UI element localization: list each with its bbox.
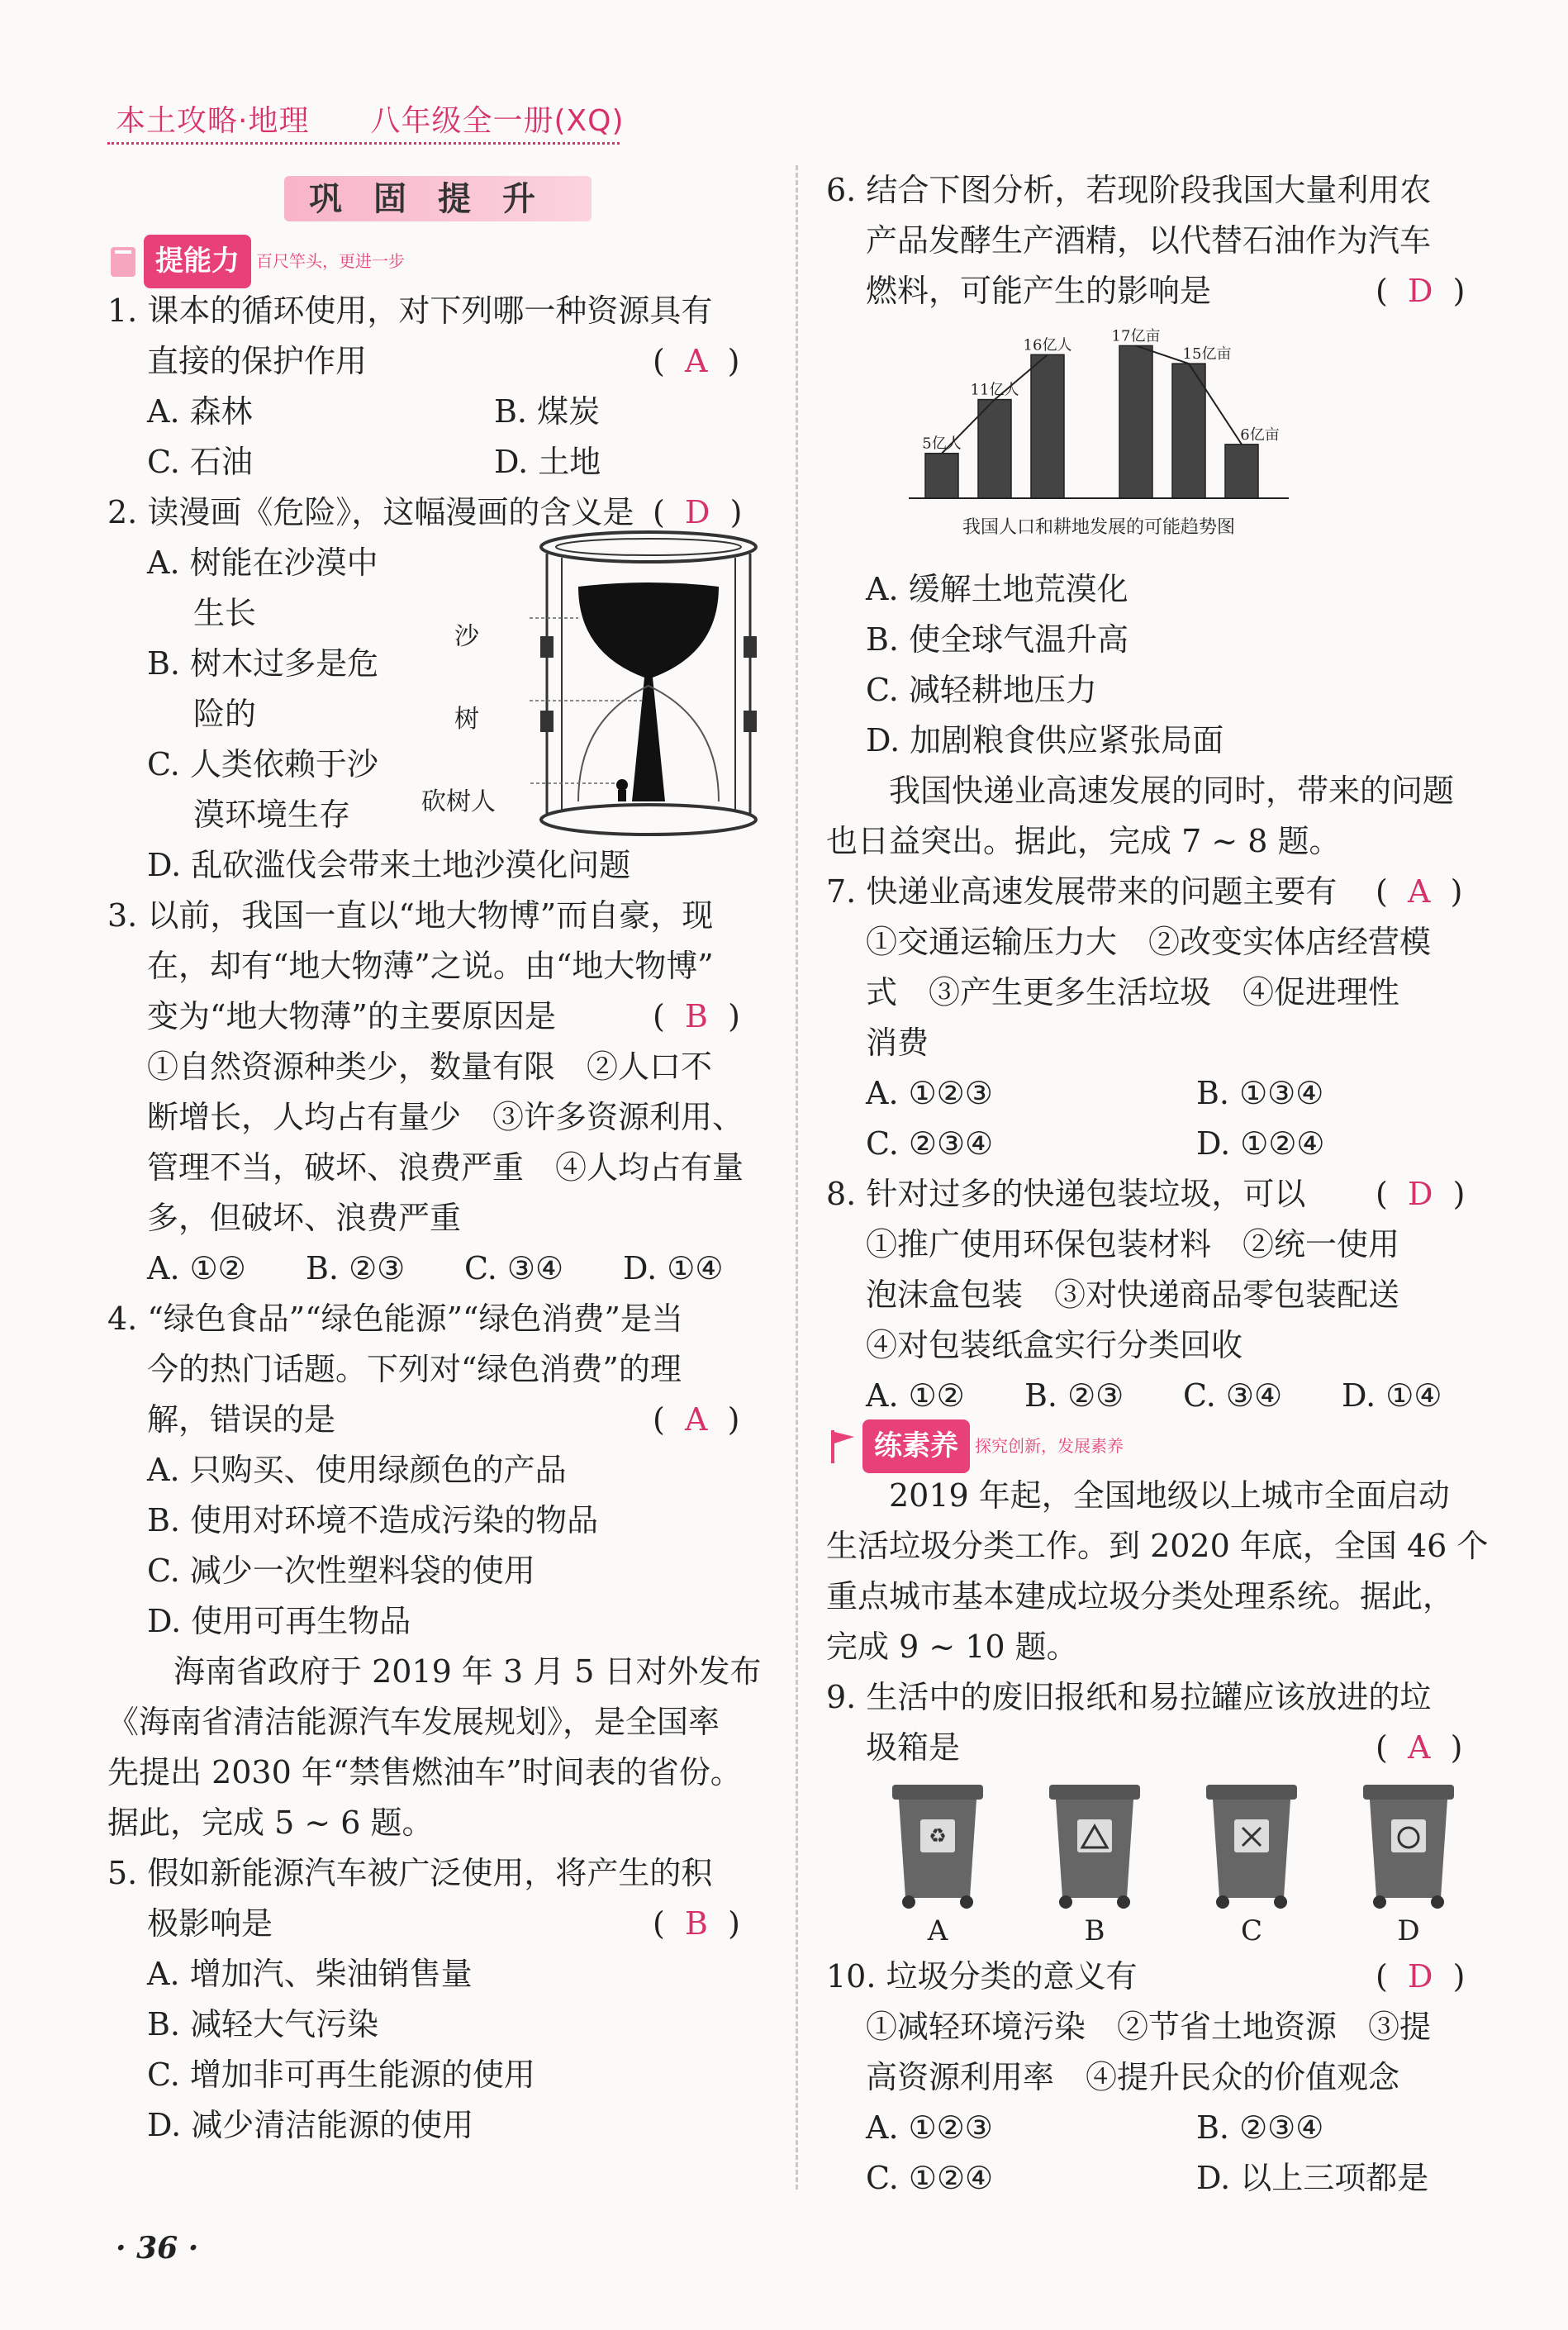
q7-option-c: C. ②③④ xyxy=(866,1125,994,1162)
column-divider xyxy=(796,165,798,2190)
q10-option-b: B. ②③④ xyxy=(1196,2109,1324,2146)
question-4 xyxy=(107,1294,768,1647)
bin-label-c: C xyxy=(1240,1914,1262,1947)
q5-option-d: D. 减少清洁能源的使用 xyxy=(147,2107,474,2143)
q1-answer: ( A ) xyxy=(653,343,740,379)
q8-option-d: D. ①④ xyxy=(1342,1377,1442,1414)
q3-option-b: B. ②③ xyxy=(306,1250,406,1286)
q9-line2 xyxy=(826,1723,1487,1773)
q4-option-a: A. 只购买、使用绿颜色的产品 xyxy=(147,1452,567,1488)
book-icon xyxy=(107,242,140,280)
q7-options-row2 xyxy=(826,1119,1487,1169)
q7-line1 xyxy=(826,867,1487,917)
q3-line3-text: 变为“地大物薄”的主要原因是 xyxy=(147,998,556,1034)
q8-line2: ①推广使用环保包装材料 ②统一使用 xyxy=(866,1226,1400,1262)
q2-answer-letter: D xyxy=(684,494,710,530)
section-title: 巩固提升 xyxy=(284,176,592,221)
q2-option-b-cont: 险的 xyxy=(193,696,257,732)
p78-line1: 我国快递业高速发展的同时，带来的问题 xyxy=(889,773,1455,809)
q4-option-b: B. 使用对环境不造成污染的物品 xyxy=(147,1502,599,1538)
question-5 xyxy=(107,1848,768,2151)
q5-answer-letter: B xyxy=(684,1905,708,1942)
q8-options xyxy=(826,1371,1487,1421)
q8-line3: 泡沫盒包装 ③对快递商品零包装配送 xyxy=(866,1277,1400,1313)
q2-stem: 2. 读漫画《危险》，这幅漫画的含义是 xyxy=(107,494,634,530)
q4-option-c: C. 减少一次性塑料袋的使用 xyxy=(147,1553,535,1589)
q10-line2: ①减轻环境污染 ②节省土地资源 ③提 xyxy=(866,2009,1432,2045)
q3-option-d: D. ①④ xyxy=(623,1250,724,1286)
q7-stem: 7. 快递业高速发展带来的问题主要有 xyxy=(826,873,1338,910)
q4-line3 xyxy=(107,1395,768,1445)
passage-5-6 xyxy=(107,1647,768,1848)
q1-option-c: C. 石油 xyxy=(147,444,253,480)
question-1 xyxy=(107,286,768,487)
q10-option-a: A. ①②③ xyxy=(866,2109,993,2146)
q1-options-row2 xyxy=(107,437,768,487)
p910-line3: 重点城市基本建成垃圾分类处理系统。据此， xyxy=(826,1578,1455,1614)
question-3 xyxy=(107,891,768,1294)
q8-line4: ④对包装纸盒实行分类回收 xyxy=(866,1327,1243,1363)
q1-option-d: D. 土地 xyxy=(494,444,601,480)
bin-label-d: D xyxy=(1397,1914,1420,1947)
banner-tag: 练素养 xyxy=(862,1419,970,1473)
q3-line6: 管理不当，破坏、浪费严重 ④人均占有量 xyxy=(147,1149,744,1186)
q8-stem: 8. 针对过多的快递包装垃圾，可以 xyxy=(826,1176,1306,1212)
q7-line2: ①交通运输压力大 ②改变实体店经营模 xyxy=(866,924,1432,960)
hourglass-icon xyxy=(529,529,768,843)
bar-0-1 xyxy=(978,400,1011,498)
bin-label-b: B xyxy=(1084,1914,1105,1947)
q7-option-d: D. ①②④ xyxy=(1196,1125,1325,1162)
p56-line3: 先提出 2030 年“禁售燃油车”时间表的省份。 xyxy=(107,1754,742,1790)
p910-line1: 2019 年起，全国地级以上城市全面启动 xyxy=(889,1477,1450,1514)
trash-bins xyxy=(876,1778,1471,1952)
q4-line3-text: 解，错误的是 xyxy=(147,1401,336,1438)
q5-line1: 5. 假如新能源汽车被广泛使用，将产生的积 xyxy=(107,1855,713,1891)
left-column xyxy=(107,174,768,2151)
q10-line1 xyxy=(826,1952,1487,2002)
trash-bin-c xyxy=(1190,1778,1314,1952)
q8-option-b: B. ②③ xyxy=(1024,1377,1124,1414)
question-9 xyxy=(826,1672,1487,1952)
q9-line2-text: 圾箱是 xyxy=(866,1729,961,1766)
trend-chart-svg xyxy=(826,316,1487,564)
chart-title: 我国人口和耕地发展的可能趋势图 xyxy=(962,517,1236,538)
q5-option-a: A. 增加汽、柴油销售量 xyxy=(147,1956,473,1992)
q6-answer: ( D ) xyxy=(1376,273,1466,309)
page-header: 本土攻略·地理 八年级全一册(XQ) xyxy=(116,104,625,138)
q10-answer: ( D ) xyxy=(1376,1958,1466,1995)
svg-text:♻: ♻ xyxy=(929,1824,947,1847)
p56-line2: 《海南省清洁能源汽车发展规划》，是全国率 xyxy=(107,1704,720,1740)
q1-options-row1 xyxy=(107,387,768,437)
question-6 xyxy=(826,165,1487,766)
hourglass-cartoon xyxy=(421,529,777,843)
q3-answer-letter: B xyxy=(684,998,708,1034)
q5-option-b: B. 减轻大气污染 xyxy=(147,2006,379,2042)
banner-subtitle: 探究创新，发展素养 xyxy=(975,1435,1124,1456)
q10-line3: 高资源利用率 ④提升民众的价值观念 xyxy=(866,2059,1400,2095)
q7-line4: 消费 xyxy=(866,1025,929,1061)
q6-line2: 产品发酵生产酒精，以代替石油作为汽车 xyxy=(866,222,1432,259)
q3-answer: ( B ) xyxy=(653,998,740,1034)
q6-option-d: D. 加剧粮食供应紧张局面 xyxy=(866,722,1224,758)
q10-option-c: C. ①②④ xyxy=(866,2160,994,2196)
other-waste-bin-icon xyxy=(1198,1778,1305,1910)
q1-option-b: B. 煤炭 xyxy=(494,393,601,430)
bar-0-2 xyxy=(1031,354,1064,498)
q1-line2 xyxy=(107,336,768,387)
header-underline xyxy=(107,142,620,145)
q3-option-c: C. ③④ xyxy=(464,1250,564,1286)
q1-line: 1. 课本的循环使用，对下列哪一种资源具有 xyxy=(107,292,713,329)
passage-9-10 xyxy=(826,1471,1487,1672)
q2-option-b: B. 树木过多是危 xyxy=(147,645,379,682)
q3-options xyxy=(107,1243,768,1294)
hazardous-bin-icon xyxy=(1041,1778,1148,1910)
q2-option-a-cont: 生长 xyxy=(193,595,257,631)
q10-stem: 10. 垃圾分类的意义有 xyxy=(826,1958,1138,1995)
question-7 xyxy=(826,867,1487,1169)
question-2 xyxy=(107,487,768,891)
bar-label-0-1: 11亿人 xyxy=(970,381,1019,399)
banner-tag: 提能力 xyxy=(144,235,251,288)
q4-answer: ( A ) xyxy=(653,1401,740,1438)
q7-answer: ( A ) xyxy=(1376,873,1463,910)
bar-1-0 xyxy=(1119,345,1152,498)
banner-subtitle: 百尺竿头，更进一步 xyxy=(256,250,405,271)
q5-line2 xyxy=(107,1899,768,1949)
q3-line2: 在，却有“地大物薄”之说。由“地大物博” xyxy=(147,948,714,984)
q3-line5: 断增长，人均占有量少 ③许多资源利用、 xyxy=(147,1099,744,1135)
q4-line1: 4. “绿色食品”“绿色能源”“绿色消费”是当 xyxy=(107,1301,683,1337)
q6-option-a: A. 缓解土地荒漠化 xyxy=(866,571,1128,607)
q6-option-b: B. 使全球气温升高 xyxy=(866,621,1129,658)
question-8 xyxy=(826,1169,1487,1421)
q8-answer: ( D ) xyxy=(1376,1176,1466,1212)
q6-line3 xyxy=(826,266,1487,316)
passage-7-8 xyxy=(826,766,1487,867)
kitchen-waste-bin-icon xyxy=(1355,1778,1462,1910)
q1-answer-letter: A xyxy=(684,343,708,379)
q2-option-d: D. 乱砍滥伐会带来土地沙漠化问题 xyxy=(147,847,631,883)
trend-chart xyxy=(826,316,1487,564)
q2-option-a: A. 树能在沙漠中 xyxy=(147,544,378,581)
q2-option-c-cont: 漠环境生存 xyxy=(193,796,351,833)
q3-line1: 3. 以前，我国一直以“地大物博”而自豪，现 xyxy=(107,897,714,934)
bar-label-1-1: 15亿亩 xyxy=(1182,345,1232,364)
q1-line2-text: 直接的保护作用 xyxy=(147,343,368,379)
trash-bin-a xyxy=(876,1778,1000,1952)
p910-line4: 完成 9 ~ 10 题。 xyxy=(826,1629,1078,1665)
q9-answer: ( A ) xyxy=(1376,1729,1463,1766)
q8-answer-letter: D xyxy=(1407,1176,1433,1212)
banner-tinengli xyxy=(107,236,768,286)
q7-answer-letter: A xyxy=(1407,873,1431,910)
label-tree: 树 xyxy=(454,705,479,734)
q6-option-c: C. 减轻耕地压力 xyxy=(866,672,1097,708)
q10-option-d: D. 以上三项都是 xyxy=(1196,2160,1429,2196)
q3-line7: 多，但破坏、浪费严重 xyxy=(147,1200,462,1236)
flag-icon xyxy=(826,1427,859,1465)
q4-answer-letter: A xyxy=(684,1401,708,1438)
banner-liansuyang xyxy=(826,1421,1487,1471)
page-number: · 36 · xyxy=(116,2231,199,2266)
bar-label-0-2: 16亿人 xyxy=(1023,336,1072,354)
q6-line1: 6. 结合下图分析，若现阶段我国大量利用农 xyxy=(826,172,1432,208)
bar-label-1-0: 17亿亩 xyxy=(1111,327,1161,345)
bar-1-2 xyxy=(1225,445,1258,498)
q6-line3-text: 燃料，可能产生的影响是 xyxy=(866,273,1212,309)
p78-line2: 也日益突出。据此，完成 7 ~ 8 题。 xyxy=(826,823,1341,859)
p910-line2: 生活垃圾分类工作。到 2020 年底，全国 46 个 xyxy=(826,1528,1489,1564)
trash-bin-d xyxy=(1347,1778,1471,1952)
q5-line2-text: 极影响是 xyxy=(147,1905,273,1942)
bar-label-0-0: 5亿人 xyxy=(922,435,962,453)
label-woodcutter: 砍树人 xyxy=(421,787,496,816)
q2-option-c: C. 人类依赖于沙 xyxy=(147,746,378,782)
q3-option-a: A. ①② xyxy=(147,1250,246,1286)
q8-line1 xyxy=(826,1169,1487,1220)
recycle-bin-icon xyxy=(884,1778,991,1910)
q5-option-c: C. 增加非可再生能源的使用 xyxy=(147,2057,535,2093)
question-10 xyxy=(826,1952,1487,2204)
q10-options-row2 xyxy=(826,2153,1487,2204)
right-column xyxy=(826,165,1487,2204)
q10-options-row1 xyxy=(826,2103,1487,2153)
p56-line4: 据此，完成 5 ~ 6 题。 xyxy=(107,1805,434,1841)
label-sand: 沙 xyxy=(454,622,479,651)
q7-options-row1 xyxy=(826,1068,1487,1119)
q7-line3: 式 ③产生更多生活垃圾 ④促进理性 xyxy=(866,974,1400,1010)
q3-line4: ①自然资源种类少，数量有限 ②人口不 xyxy=(147,1048,713,1085)
q8-option-a: A. ①② xyxy=(866,1377,965,1414)
trash-bin-b xyxy=(1033,1778,1157,1952)
q5-answer: ( B ) xyxy=(653,1905,740,1942)
q2-answer: ( D ) xyxy=(653,494,743,530)
q4-option-d: D. 使用可再生物品 xyxy=(147,1603,411,1639)
bar-0-0 xyxy=(925,454,958,498)
q1-option-a: A. 森林 xyxy=(147,393,253,430)
bin-label-a: A xyxy=(927,1914,948,1947)
q4-line2: 今的热门话题。下列对“绿色消费”的理 xyxy=(147,1351,682,1387)
q8-option-c: C. ③④ xyxy=(1183,1377,1283,1414)
q6-answer-letter: D xyxy=(1407,273,1433,309)
q3-line3 xyxy=(107,991,768,1042)
p56-line1: 海南省政府于 2019 年 3 月 5 日对外发布 xyxy=(173,1653,762,1690)
bar-label-1-2: 6亿亩 xyxy=(1240,426,1280,444)
q7-option-a: A. ①②③ xyxy=(866,1075,993,1111)
q10-answer-letter: D xyxy=(1407,1958,1433,1995)
q7-option-b: B. ①③④ xyxy=(1196,1075,1324,1111)
q9-answer-letter: A xyxy=(1407,1729,1431,1766)
bar-1-1 xyxy=(1172,364,1205,498)
q9-line1: 9. 生活中的废旧报纸和易拉罐应该放进的垃 xyxy=(826,1679,1432,1715)
